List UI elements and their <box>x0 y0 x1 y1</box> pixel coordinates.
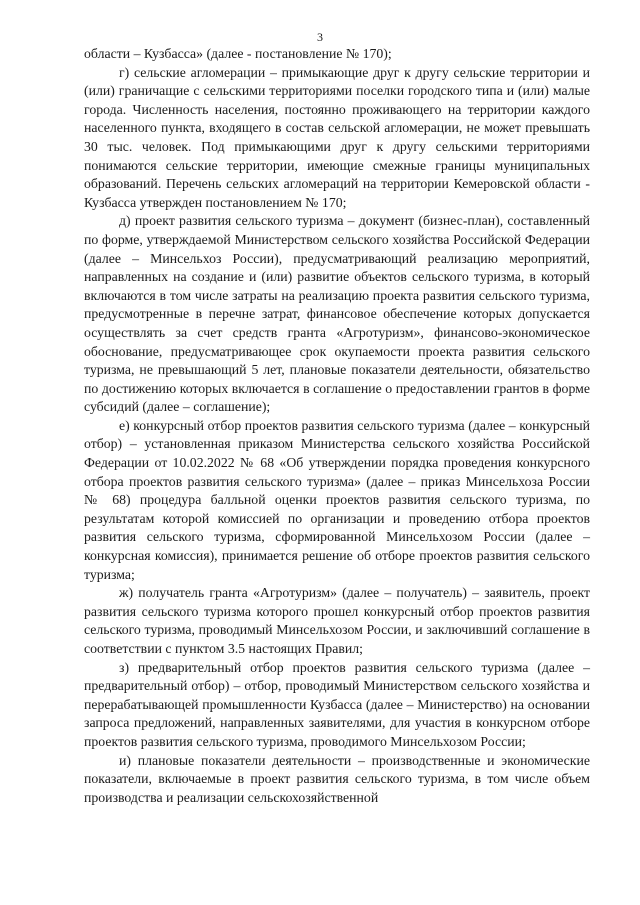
paragraph-item-d: д) проект развития сельского туризма – документ (бизнес-план), составленный по форме, утверждаемой Министерством сельского хозяйства Российской Федерации (далее – Минсельхоз России), предусматривающий реализацию мероприятий, направленных на создание и (или) развитие объектов сельского туризма, в который включаются в том числе затраты на реализацию проекта развития сельского туризма, предусмотренные в перечне затрат, финансовое обеспечение которых допускается осуществлять за счет средств гранта «Агротуризм», финансово-экономическое обоснование, предусматривающее срок окупаемости проекта развития сельского туризма, не превышающий 5 лет, плановые показатели деятельности, обязательство по достижению которых включается в соглашение о предоставлении грантов в форме субсидий (далее – соглашение); <box>84 213 590 415</box>
paragraph-continuation: области – Кузбасса» (далее - постановление № 170); <box>84 46 392 61</box>
paragraph-item-i: и) плановые показатели деятельности – производственные и экономические показатели, включаемые в проект развития сельского туризма, в том числе объем производства и реализации сельскохозяйственной <box>84 752 590 805</box>
paragraph-item-e: е) конкурсный отбор проектов развития сельского туризма (далее – конкурсный отбор) – установленная приказом Министерства сельского хозяйства Российской Федерации от 10.02.2022 № 68 «Об утверждении порядка проведения конкурсного отбора проектов развития сельского туризма» (далее – приказ Минсельхоза России № 68) процедура балльной оценки проектов развития сельского туризма, по результатам которой комиссией по организации и проведению отбора проектов развития сельского туризма, сформированной Минсельхозом России (далее – конкурсная комиссия), принимается решение об отборе проектов развития сельского туризма; <box>84 417 590 582</box>
document-body <box>84 45 590 807</box>
page-number: 3 <box>317 30 323 44</box>
paragraph-item-g: г) сельские агломерации – примыкающие друг к другу сельские территории и (или) граничащие с сельскими территориями поселки городского типа и (или) малые города. Численность населения, постоянно проживающего на территории каждого населенного пункта, входящего в состав сельской агломерации, не может превышать 30 тыс. человек. Под примыкающими друг к другу сельскими территориями понимаются сельские территории, имеющие смежные границы муниципальных образований. Перечень сельских агломераций на территории Кемеровской области - Кузбасса утвержден постановлением № 170; <box>84 64 590 210</box>
paragraph-item-z: з) предварительный отбор проектов развития сельского туризма (далее – предварительный отбор) – отбор, проводимый Министерством сельского хозяйства и перерабатывающей промышленности Кузбасса (далее – Министерство) на основании запроса предложений, направленных заявителями, для участия в конкурсном отборе проектов развития сельского туризма, проводимого Минсельхозом России; <box>84 659 590 749</box>
paragraph-item-zh: ж) получатель гранта «Агротуризм» (далее – получатель) – заявитель, проект развития сельского туризма которого прошел конкурсный отбор проектов развития сельского туризма, проводимый Минсельхозом России, и заключивший соглашение в соответствии с пунктом 3.5 настоящих Правил; <box>84 585 590 656</box>
